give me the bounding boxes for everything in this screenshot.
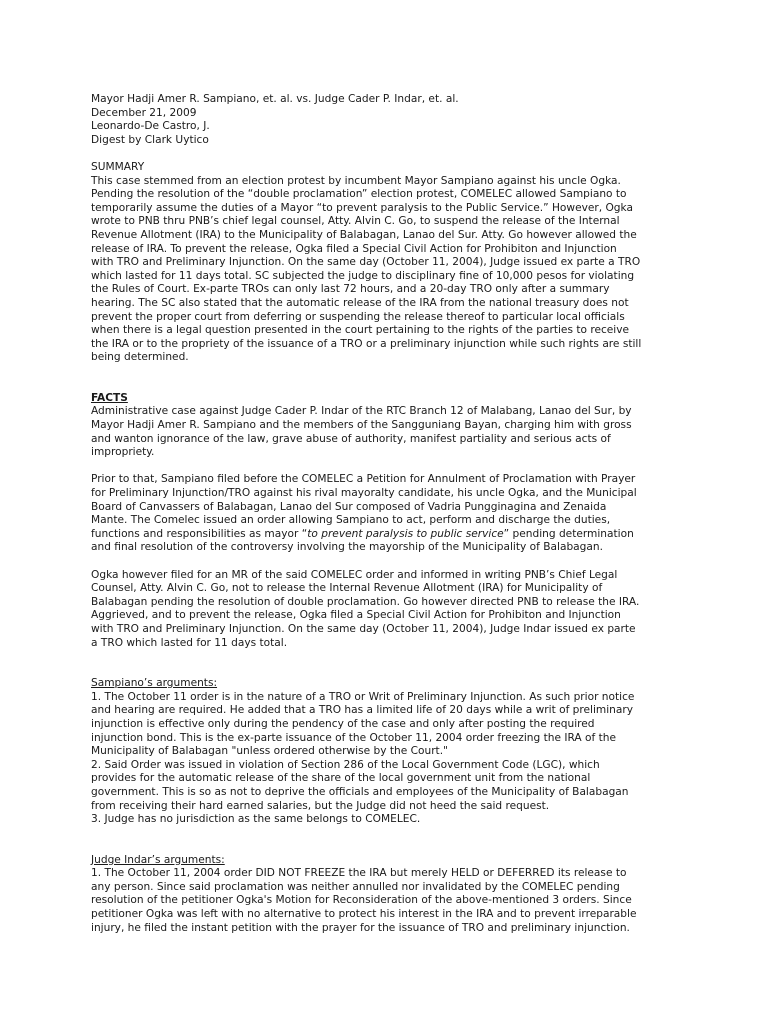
summary-line: wrote to PNB thru PNB’s chief legal counsel, Atty. Alvin C. Go, to suspend the release of the Internal	[91, 215, 620, 228]
argument-line: 3. Judge has no jurisdiction as the same belongs to COMELEC.	[91, 813, 421, 826]
spacer	[91, 147, 691, 161]
argument-line: government. This is so as not to deprive the officials and employees of the Municipality of Balabagan	[91, 785, 629, 798]
facts-line: with TRO and Preliminary Injunction. On the same day (October 11, 2004), Judge Indar issued ex parte	[91, 622, 636, 635]
summary-line: release of IRA. To prevent the release, Ogka filed a Special Civil Action for Prohibiton and Injunction	[91, 242, 617, 255]
summary-line: being determined.	[91, 351, 189, 364]
argument-line: 2. Said Order was issued in violation of Section 286 of the Local Government Code (LGC), which	[91, 758, 600, 771]
facts-line: Mayor Hadji Amer R. Sampiano and the members of the Sangguniang Bayan, charging him with gross	[91, 419, 632, 432]
case-date: December 21, 2009	[91, 106, 197, 119]
argument-line: 1. The October 11, 2004 order DID NOT FREEZE the IRA but merely HELD or DEFERRED its release to	[91, 867, 627, 880]
facts-line: for Preliminary Injunction/TRO against his rival mayoralty candidate, his uncle Ogka, and the Municipal	[91, 487, 637, 500]
facts-text: ” pending determination	[503, 527, 634, 540]
facts-line: Aggrieved, and to prevent the release, Ogka filed a Special Civil Action for Prohibiton and Injunction	[91, 609, 621, 622]
facts-line: Mante. The Comelec issued an order allowing Sampiano to act, perform and discharge the duties,	[91, 514, 611, 527]
argument-line: any person. Since said proclamation was neither annulled nor invalidated by the COMELEC pending	[91, 880, 620, 893]
facts-paragraph-2	[91, 473, 691, 555]
facts-heading: FACTS	[91, 391, 128, 404]
argument-line: provides for the automatic release of the share of the local government unit from the national	[91, 772, 591, 785]
facts-text: functions and responsibilities as mayor “	[91, 527, 308, 540]
spacer	[91, 555, 691, 569]
argument-line: Municipality of Balabagan "unless ordered otherwise by the Court."	[91, 745, 448, 758]
facts-line: Balabagan pending the resolution of double proclamation. Go however directed PNB to release the IRA.	[91, 595, 640, 608]
facts-line: Prior to that, Sampiano filed before the COMELEC a Petition for Annulment of Proclamation with Prayer	[91, 473, 636, 486]
facts-line: and wanton ignorance of the law, grave abuse of authority, manifest partiality and serious acts of	[91, 432, 611, 445]
facts-paragraph-3	[91, 569, 691, 651]
spacer	[91, 365, 691, 392]
argument-line: injury, he filed the instant petition with the prayer for the issuance of TRO and preliminary injunction.	[91, 921, 630, 934]
summary-line: which lasted for 11 days total. SC subjected the judge to disciplinary fine of 10,000 pesos for violating	[91, 269, 635, 282]
summary-line: with TRO and Preliminary Injunction. On the same day (October 11, 2004), Judge issued ex parte a TRO	[91, 256, 641, 269]
argument-line: 1. The October 11 order is in the nature of a TRO or Writ of Preliminary Injunction. As such prior notice	[91, 690, 635, 703]
facts-line: a TRO which lasted for 11 days total.	[91, 636, 288, 649]
summary-line: hearing. The SC also stated that the automatic release of the IRA from the national treasury does not	[91, 296, 629, 309]
indar-arguments	[91, 867, 691, 935]
facts-line: Ogka however filed for an MR of the said COMELEC order and informed in writing PNB’s Chief Legal	[91, 568, 618, 581]
digest-author: Digest by Clark Uytico	[91, 133, 209, 146]
argument-line: and hearing are required. He added that a TRO has a limited life of 20 days while a writ of preliminary	[91, 704, 634, 717]
argument-line: injunction bond. This is the ex-parte issuance of the October 11, 2004 order freezing the IRA of the	[91, 731, 616, 744]
facts-line: and final resolution of the controversy involving the mayorship of the Municipality of Balabagan.	[91, 541, 603, 554]
summary-line: Pending the resolution of the “double proclamation” election protest, COMELEC allowed Sampiano to	[91, 188, 627, 201]
summary-line: the IRA or to the propriety of the issuance of a TRO or a preliminary injunction while such rights are still	[91, 337, 642, 350]
facts-line: impropriety.	[91, 446, 155, 459]
facts-line: Board of Canvassers of Balabagan, Lanao del Sur composed of Vadria Pungginagina and Zenaida	[91, 500, 607, 513]
quoted-italic-text: to prevent paralysis to public service	[307, 527, 504, 540]
ponente: Leonardo-De Castro, J.	[91, 120, 210, 133]
summary-line: This case stemmed from an election protest by incumbent Mayor Sampiano against his uncle Ogka.	[91, 174, 621, 187]
summary-paragraph	[91, 175, 691, 365]
facts-paragraph-1	[91, 405, 691, 459]
spacer	[91, 650, 691, 677]
case-title: Mayor Hadji Amer R. Sampiano, et. al. vs. Judge Cader P. Indar, et. al.	[91, 93, 459, 105]
facts-line: Administrative case against Judge Cader P. Indar of the RTC Branch 12 of Malabang, Lanao del Sur, by	[91, 405, 632, 418]
argument-line: injunction is effective only during the pendency of the case and only after posting the required	[91, 717, 595, 730]
spacer	[91, 827, 691, 854]
sampiano-arguments-heading: Sampiano’s arguments:	[91, 677, 218, 690]
summary-heading: SUMMARY	[91, 160, 145, 173]
summary-line: temporarily assume the duties of a Mayor “to prevent paralysis to the Public Service.” However, Ogka	[91, 201, 633, 214]
summary-line: prevent the proper court from deferring or suspending the release thereof to particular local officials	[91, 310, 625, 323]
sampiano-arguments	[91, 691, 691, 827]
facts-line	[91, 528, 691, 542]
spacer	[91, 460, 691, 474]
argument-line: petitioner Ogka was left with no alternative to protect his interest in the IRA and to prevent irreparable	[91, 908, 637, 921]
document-page	[91, 93, 691, 935]
argument-line: from receiving their hard earned salaries, but the Judge did not heed the said request.	[91, 799, 550, 812]
facts-line: Counsel, Atty. Alvin C. Go, not to release the Internal Revenue Allotment (IRA) for Municipality of	[91, 582, 603, 595]
argument-line: resolution of the petitioner Ogka's Motion for Reconsideration of the above-mentioned 3 orders. Since	[91, 894, 632, 907]
indar-arguments-heading: Judge Indar’s arguments:	[91, 853, 225, 866]
summary-line: the Rules of Court. Ex-parte TROs can only last 72 hours, and a 20-day TRO only after a summary	[91, 283, 610, 296]
summary-line: Revenue Allotment (IRA) to the Municipality of Balabagan, Lanao del Sur. Atty. Go however allowed the	[91, 228, 637, 241]
summary-line: when there is a legal question presented in the court pertaining to the rights of the parties to receive	[91, 324, 630, 337]
